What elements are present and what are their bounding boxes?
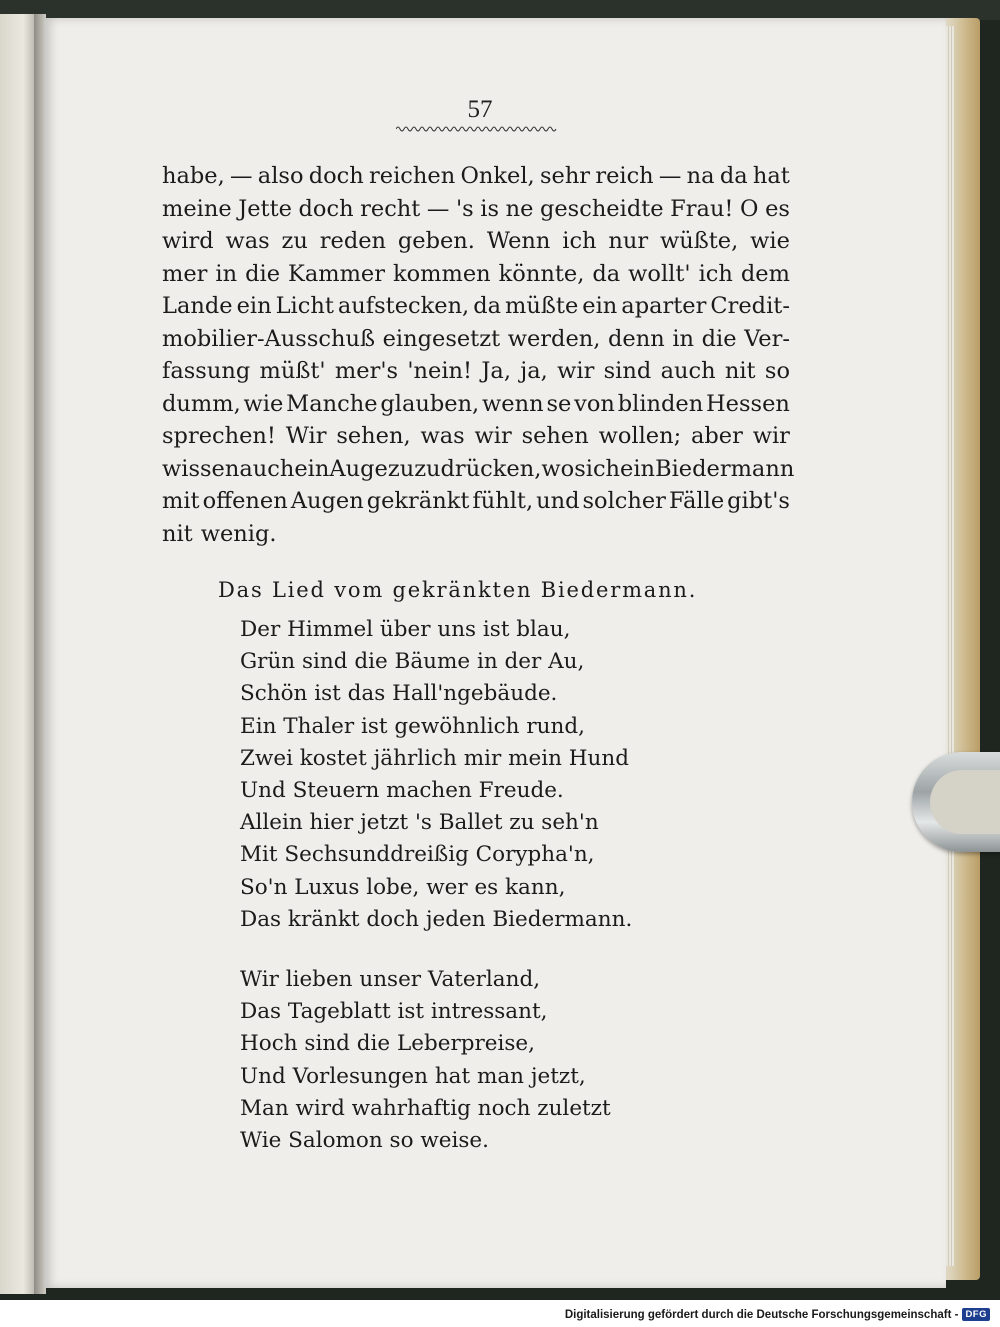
prose-line: [162, 388, 790, 421]
prose-word: hat: [752, 163, 790, 189]
prose-word: O: [740, 195, 759, 222]
prose-word: 's: [455, 195, 474, 222]
prose-word: Onkel,: [460, 163, 535, 189]
prose-word: glauben,: [380, 390, 480, 417]
prose-line: [162, 420, 790, 453]
prose-line: [162, 453, 795, 486]
prose-word: wird: [162, 228, 214, 254]
verse-line: So'n Luxus lobe, wer es kann,: [240, 874, 566, 900]
prose-word: da: [592, 260, 621, 287]
prose-word: Hessen: [706, 390, 790, 417]
prose-word: also: [257, 163, 304, 189]
prose-word: aber: [690, 423, 743, 449]
page-number-ornament: [396, 124, 558, 134]
page-number: 57: [467, 96, 493, 123]
prose-word: in: [672, 325, 694, 352]
prose-word: na: [686, 163, 715, 189]
verse-line: Grün sind die Bäume in der Au,: [240, 649, 585, 675]
prose-word: wie: [243, 390, 284, 417]
prose-line: [162, 160, 790, 193]
prose-word: doch: [298, 195, 354, 222]
prose-word: —: [426, 195, 450, 222]
prose-word: ein: [620, 455, 656, 482]
prose-word: wollt': [628, 260, 691, 287]
prose-word: reich: [595, 163, 654, 189]
prose-word: wenn: [482, 390, 544, 417]
prose-word: Ver-: [744, 325, 790, 352]
prose-word: da: [719, 163, 748, 189]
prose-word: was: [420, 423, 465, 449]
prose-word: Auge: [329, 455, 388, 482]
poem-stanza-1: [240, 614, 700, 936]
prose-word: aparter: [621, 293, 707, 319]
digitization-credit: [565, 1308, 990, 1321]
prose-line: [162, 290, 790, 323]
prose-word: Lande: [162, 293, 233, 319]
prose-line: [162, 323, 790, 356]
verse-line: Allein hier jetzt 's Ballet zu seh'n: [240, 810, 599, 836]
verse-line: Schön ist das Hall'ngebäude.: [240, 681, 558, 707]
prose-word: nit: [724, 358, 756, 384]
prose-word: habe,: [162, 163, 225, 189]
prose-line: [162, 518, 790, 551]
prose-line: [162, 258, 790, 291]
prose-word: müßt': [259, 358, 326, 384]
prose-word: ich: [562, 228, 597, 254]
verse-line: Hoch sind die Leberpreise,: [240, 1031, 535, 1057]
prose-word: 'nein!: [407, 358, 473, 384]
prose-word: Credit-: [710, 293, 790, 319]
verse-line: Zwei kostet jährlich mir mein Hund: [240, 745, 629, 771]
prose-word: es: [765, 195, 790, 222]
prose-word: Wenn: [486, 228, 551, 254]
prose-word: Fälle: [668, 488, 725, 514]
dfg-logo-icon: DFG: [962, 1308, 990, 1321]
prose-line: [162, 485, 790, 518]
prose-word: von: [574, 390, 615, 417]
prose-word: solcher: [582, 488, 666, 514]
prose-word: mit: [162, 488, 200, 514]
prose-word: dem: [740, 260, 790, 287]
prose-word: ein: [294, 455, 330, 482]
prose-word: wüßte,: [659, 228, 739, 254]
prose-word: nit: [162, 520, 193, 547]
prose-word: so: [764, 358, 790, 384]
prose-word: wir: [474, 423, 512, 449]
prose-word: Jette: [238, 195, 292, 222]
prose-word: aufstecken,: [337, 293, 470, 319]
prose-word: was: [225, 228, 270, 254]
credit-text: Digitalisierung gefördert durch die Deutsche Forschungsgemeinschaft -: [564, 1308, 959, 1321]
prose-word: müßte: [505, 293, 579, 319]
prose-word: Frau!: [670, 195, 734, 222]
verse-line: Man wird wahrhaftig noch zuletzt: [240, 1095, 611, 1121]
prose-word: da: [473, 293, 502, 319]
prose-word: Ja,: [481, 358, 511, 384]
prose-word: Wir: [285, 423, 327, 449]
prose-word: ein: [582, 293, 618, 319]
prose-word: auch: [660, 358, 716, 384]
page-clip-inner: [930, 770, 1000, 834]
prose-word: —: [658, 163, 682, 189]
prose-word: gekränkt: [366, 488, 470, 514]
prose-word: zu: [281, 228, 308, 254]
prose-word: auch: [239, 455, 295, 482]
poem-stanza-2: [240, 964, 700, 1157]
prose-paragraph: [162, 160, 795, 550]
verse-line: Ein Thaler ist gewöhnlich rund,: [240, 713, 585, 739]
verse-line: Der Himmel über uns ist blau,: [240, 617, 571, 642]
prose-word: nur: [608, 228, 649, 254]
verse-line: Das kränkt doch jeden Biedermann.: [240, 906, 633, 932]
prose-word: wo: [541, 455, 575, 482]
prose-word: ein: [236, 293, 272, 319]
poem-title: Das Lied vom gekränkten Biedermann.: [218, 578, 698, 602]
prose-word: gibt's: [727, 488, 790, 514]
prose-word: zuzudrücken,: [387, 455, 542, 482]
prose-word: recht: [360, 195, 421, 222]
prose-word: gescheidte: [539, 195, 664, 222]
prose-word: und: [536, 488, 580, 514]
prose-word: meine: [162, 195, 232, 222]
prose-word: mer's: [334, 358, 399, 384]
verse-line: Und Vorlesungen hat man jetzt,: [240, 1063, 586, 1089]
prose-word: geben.: [397, 228, 475, 254]
prose-word: se: [546, 390, 572, 417]
prose-word: sprechen!: [162, 423, 276, 449]
prose-word: Manche: [286, 390, 378, 417]
prose-word: reden: [319, 228, 387, 254]
prose-word: sehr: [539, 163, 591, 189]
prose-word: ja,: [520, 358, 548, 384]
prose-word: sich: [574, 455, 621, 482]
prose-word: wir: [557, 358, 595, 384]
verse-line: Wir lieben unser Vaterland,: [240, 967, 541, 992]
prose-word: reichen: [369, 163, 456, 189]
prose-word: denn: [608, 325, 665, 352]
prose-word: ne: [505, 195, 534, 222]
prose-word: werden,: [507, 325, 601, 352]
prose-word: wollen;: [598, 423, 682, 449]
prose-word: Augen: [290, 488, 364, 514]
scanner-background: [0, 0, 1000, 20]
prose-line: [162, 355, 790, 388]
prose-word: die: [701, 325, 737, 352]
verse-line: Mit Sechsunddreißig Corypha'n,: [240, 842, 595, 868]
prose-word: —: [230, 163, 253, 189]
prose-word: eingesetzt: [382, 325, 501, 352]
prose-word: in: [215, 260, 238, 287]
prose-word: fassung: [162, 358, 251, 384]
prose-word: dumm,: [162, 390, 241, 417]
prose-word: blinden: [617, 390, 704, 417]
prose-word: doch: [308, 163, 364, 189]
prose-word: is: [480, 195, 500, 222]
prose-word: fühlt,: [472, 488, 534, 514]
verse-line: Das Tageblatt ist intressant,: [240, 999, 548, 1025]
prose-word: mer: [162, 260, 208, 287]
prose-word: Biedermann: [655, 455, 795, 482]
prose-line: [162, 225, 790, 258]
prose-word: ich: [698, 260, 733, 287]
prose-word: kommen: [393, 260, 491, 287]
prose-word: sind: [603, 358, 652, 384]
verse-line: Wie Salomon so weise.: [240, 1127, 489, 1153]
prose-word: die: [245, 260, 281, 287]
prose-word: sehen,: [336, 423, 411, 449]
prose-line: [162, 193, 790, 226]
prose-word: mobilier-Ausschuß: [162, 325, 375, 352]
prose-word: offenen: [202, 488, 288, 514]
prose-word: könnte,: [498, 260, 585, 287]
prose-word: wir: [752, 423, 790, 449]
prose-word: wissen: [162, 455, 240, 482]
verse-line: Und Steuern machen Freude.: [240, 777, 564, 803]
prose-word: Licht: [275, 293, 334, 319]
prose-word: sehen: [521, 423, 589, 449]
prose-word: Kammer: [288, 260, 385, 287]
prose-word: wie: [750, 228, 790, 254]
prose-word: wenig.: [200, 520, 277, 547]
